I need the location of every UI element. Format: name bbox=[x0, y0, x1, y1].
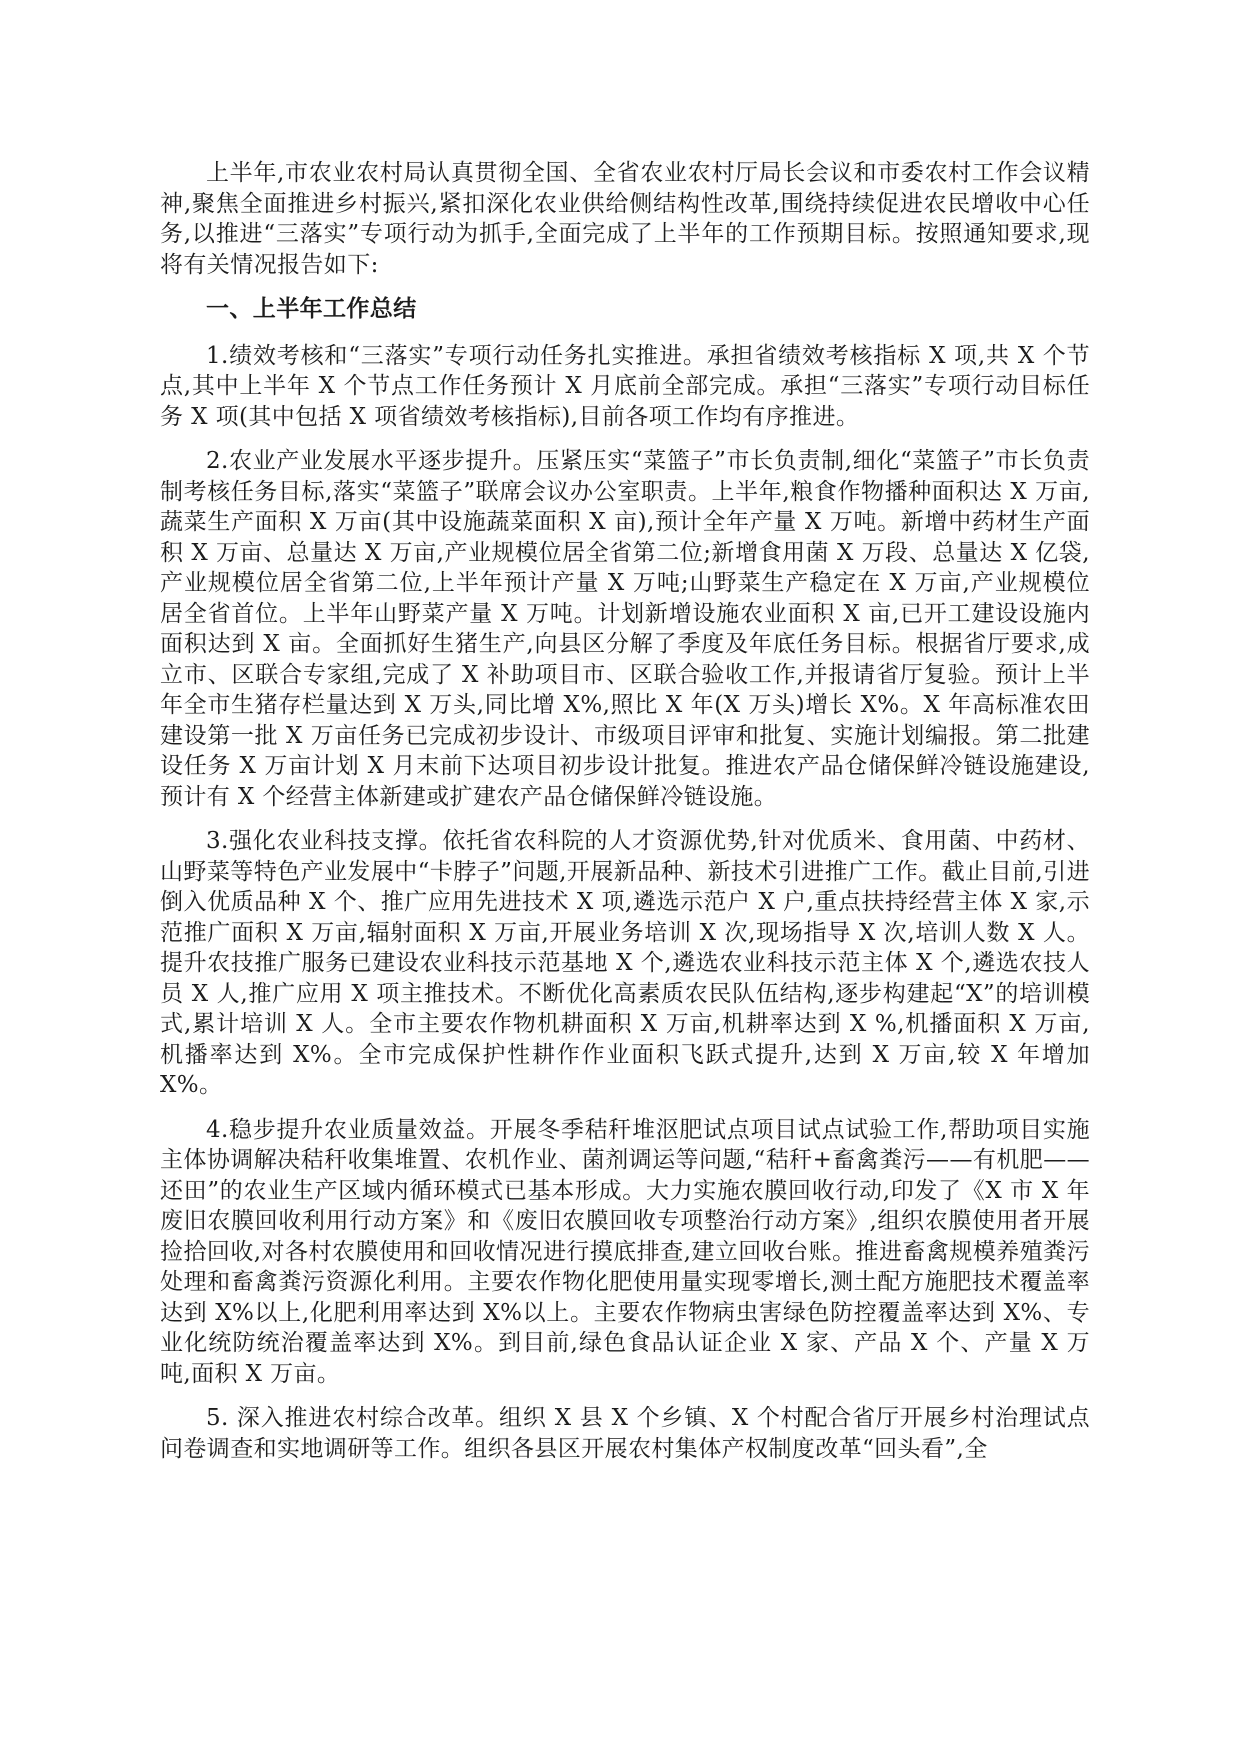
paragraph-2: 2.农业产业发展水平逐步提升。压紧压实“菜篮子”市长负责制,细化“菜篮子”市长负责制考核任务目标,落实“菜篮子”联席会议办公室职责。上半年,粮食作物播种面积达 X 万亩,蔬菜生产面积 X 万亩(其中设施蔬菜面积 X 亩),预计全年产量 X 万吨。新增中药材生产面积 X 万亩、总量达 X 万亩,产业规模位居全省第二位;新增食用菌 X 万段、总量达 X 亿袋,产业规模位居全省第二位,上半年预计产量 X 万吨;山野菜生产稳定在 X 万亩,产业规模位居全省首位。上半年山野菜产量 X 万吨。计划新增设施农业面积 X 亩,已开工建设设施内面积达到 X 亩。全面抓好生猪生产,向县区分解了季度及年底任务目标。根据省厅要求,成立市、区联合专家组,完成了 X 补助项目市、区联合验收工作,并报请省厅复验。预计上半年全市生猪存栏量达到 X 万头,同比增 X%,照比 X 年(X 万头)增长 X%。X 年高标准农田建设第一批 X 万亩任务已完成初步设计、市级项目评审和批复、实施计划编报。第二批建设任务 X 万亩计划 X 月末前下达项目初步设计批复。推进农产品仓储保鲜冷链设施建设,预计有 X 个经营主体新建或扩建农产品仓储保鲜冷链设施。 bbox=[160, 448, 1090, 810]
paragraph-4: 4.稳步提升农业质量效益。开展冬季秸秆堆沤肥试点项目试点试验工作,帮助项目实施主体协调解决秸秆收集堆置、农机作业、菌剂调运等问题,“秸秆+畜禽粪污——有机肥——还田”的农业生产区域内循环模式已基本形成。大力实施农膜回收行动,印发了《X 市 X 年废旧农膜回收利用行动方案》和《废旧农膜回收专项整治行动方案》,组织农膜使用者开展捡拾回收,对各村农膜使用和回收情况进行摸底排查,建立回收台账。推进畜禽规模养殖粪污处理和畜禽粪污资源化利用。主要农作物化肥使用量实现零增长,测土配方施肥技术覆盖率达到 X%以上,化肥利用率达到 X%以上。主要农作物病虫害绿色防控覆盖率达到 X%、专业化统防统治覆盖率达到 X%。到目前,绿色食品认证企业 X 家、产品 X 个、产量 X 万吨,面积 X 万亩。 bbox=[160, 1116, 1090, 1387]
paragraph-1: 1.绩效考核和“三落实”专项行动任务扎实推进。承担省绩效考核指标 X 项,共 X 个节点,其中上半年 X 个节点工作任务预计 X 月底前全部完成。承担“三落实”专项行动目标任务 X 项(其中包括 X 项省绩效考核指标),目前各项工作均有序推进。 bbox=[160, 342, 1090, 430]
section-heading: 一、上半年工作总结 bbox=[206, 296, 417, 322]
paragraph-5: 5. 深入推进农村综合改革。组织 X 县 X 个乡镇、X 个村配合省厅开展乡村治理试点问卷调查和实地调研等工作。组织各县区开展农村集体产权制度改革“回头看”,全 bbox=[160, 1405, 1090, 1462]
document-page bbox=[160, 158, 1090, 1478]
intro-paragraph: 上半年,市农业农村局认真贯彻全国、全省农业农村厅局长会议和市委农村工作会议精神,聚焦全面推进乡村振兴,紧扣深化农业供给侧结构性改革,围绕持续促进农民增收中心任务,以推进“三落实”专项行动为抓手,全面完成了上半年的工作预期目标。按照通知要求,现将有关情况报告如下: bbox=[160, 160, 1090, 278]
paragraph-3: 3.强化农业科技支撑。依托省农科院的人才资源优势,针对优质米、食用菌、中药材、山野菜等特色产业发展中“卡脖子”问题,开展新品种、新技术引进推广工作。截止目前,引进倒入优质品种 X 个、推广应用先进技术 X 项,遴选示范户 X 户,重点扶持经营主体 X 家,示范推广面积 X 万亩,辐射面积 X 万亩,开展业务培训 X 次,现场指导 X 次,培训人数 X 人。提升农技推广服务已建设农业科技示范基地 X 个,遴选农业科技示范主体 X 个,遴选农技人员 X 人,推广应用 X 项主推技术。不断优化高素质农民队伍结构,逐步构建起“X”的培训模式,累计培训 X 人。全市主要农作物机耕面积 X 万亩,机耕率达到 X %,机播面积 X 万亩,机播率达到 X%。全市完成保护性耕作作业面积飞跃式提升,达到 X 万亩,较 X 年增加 X%。 bbox=[160, 828, 1090, 1098]
